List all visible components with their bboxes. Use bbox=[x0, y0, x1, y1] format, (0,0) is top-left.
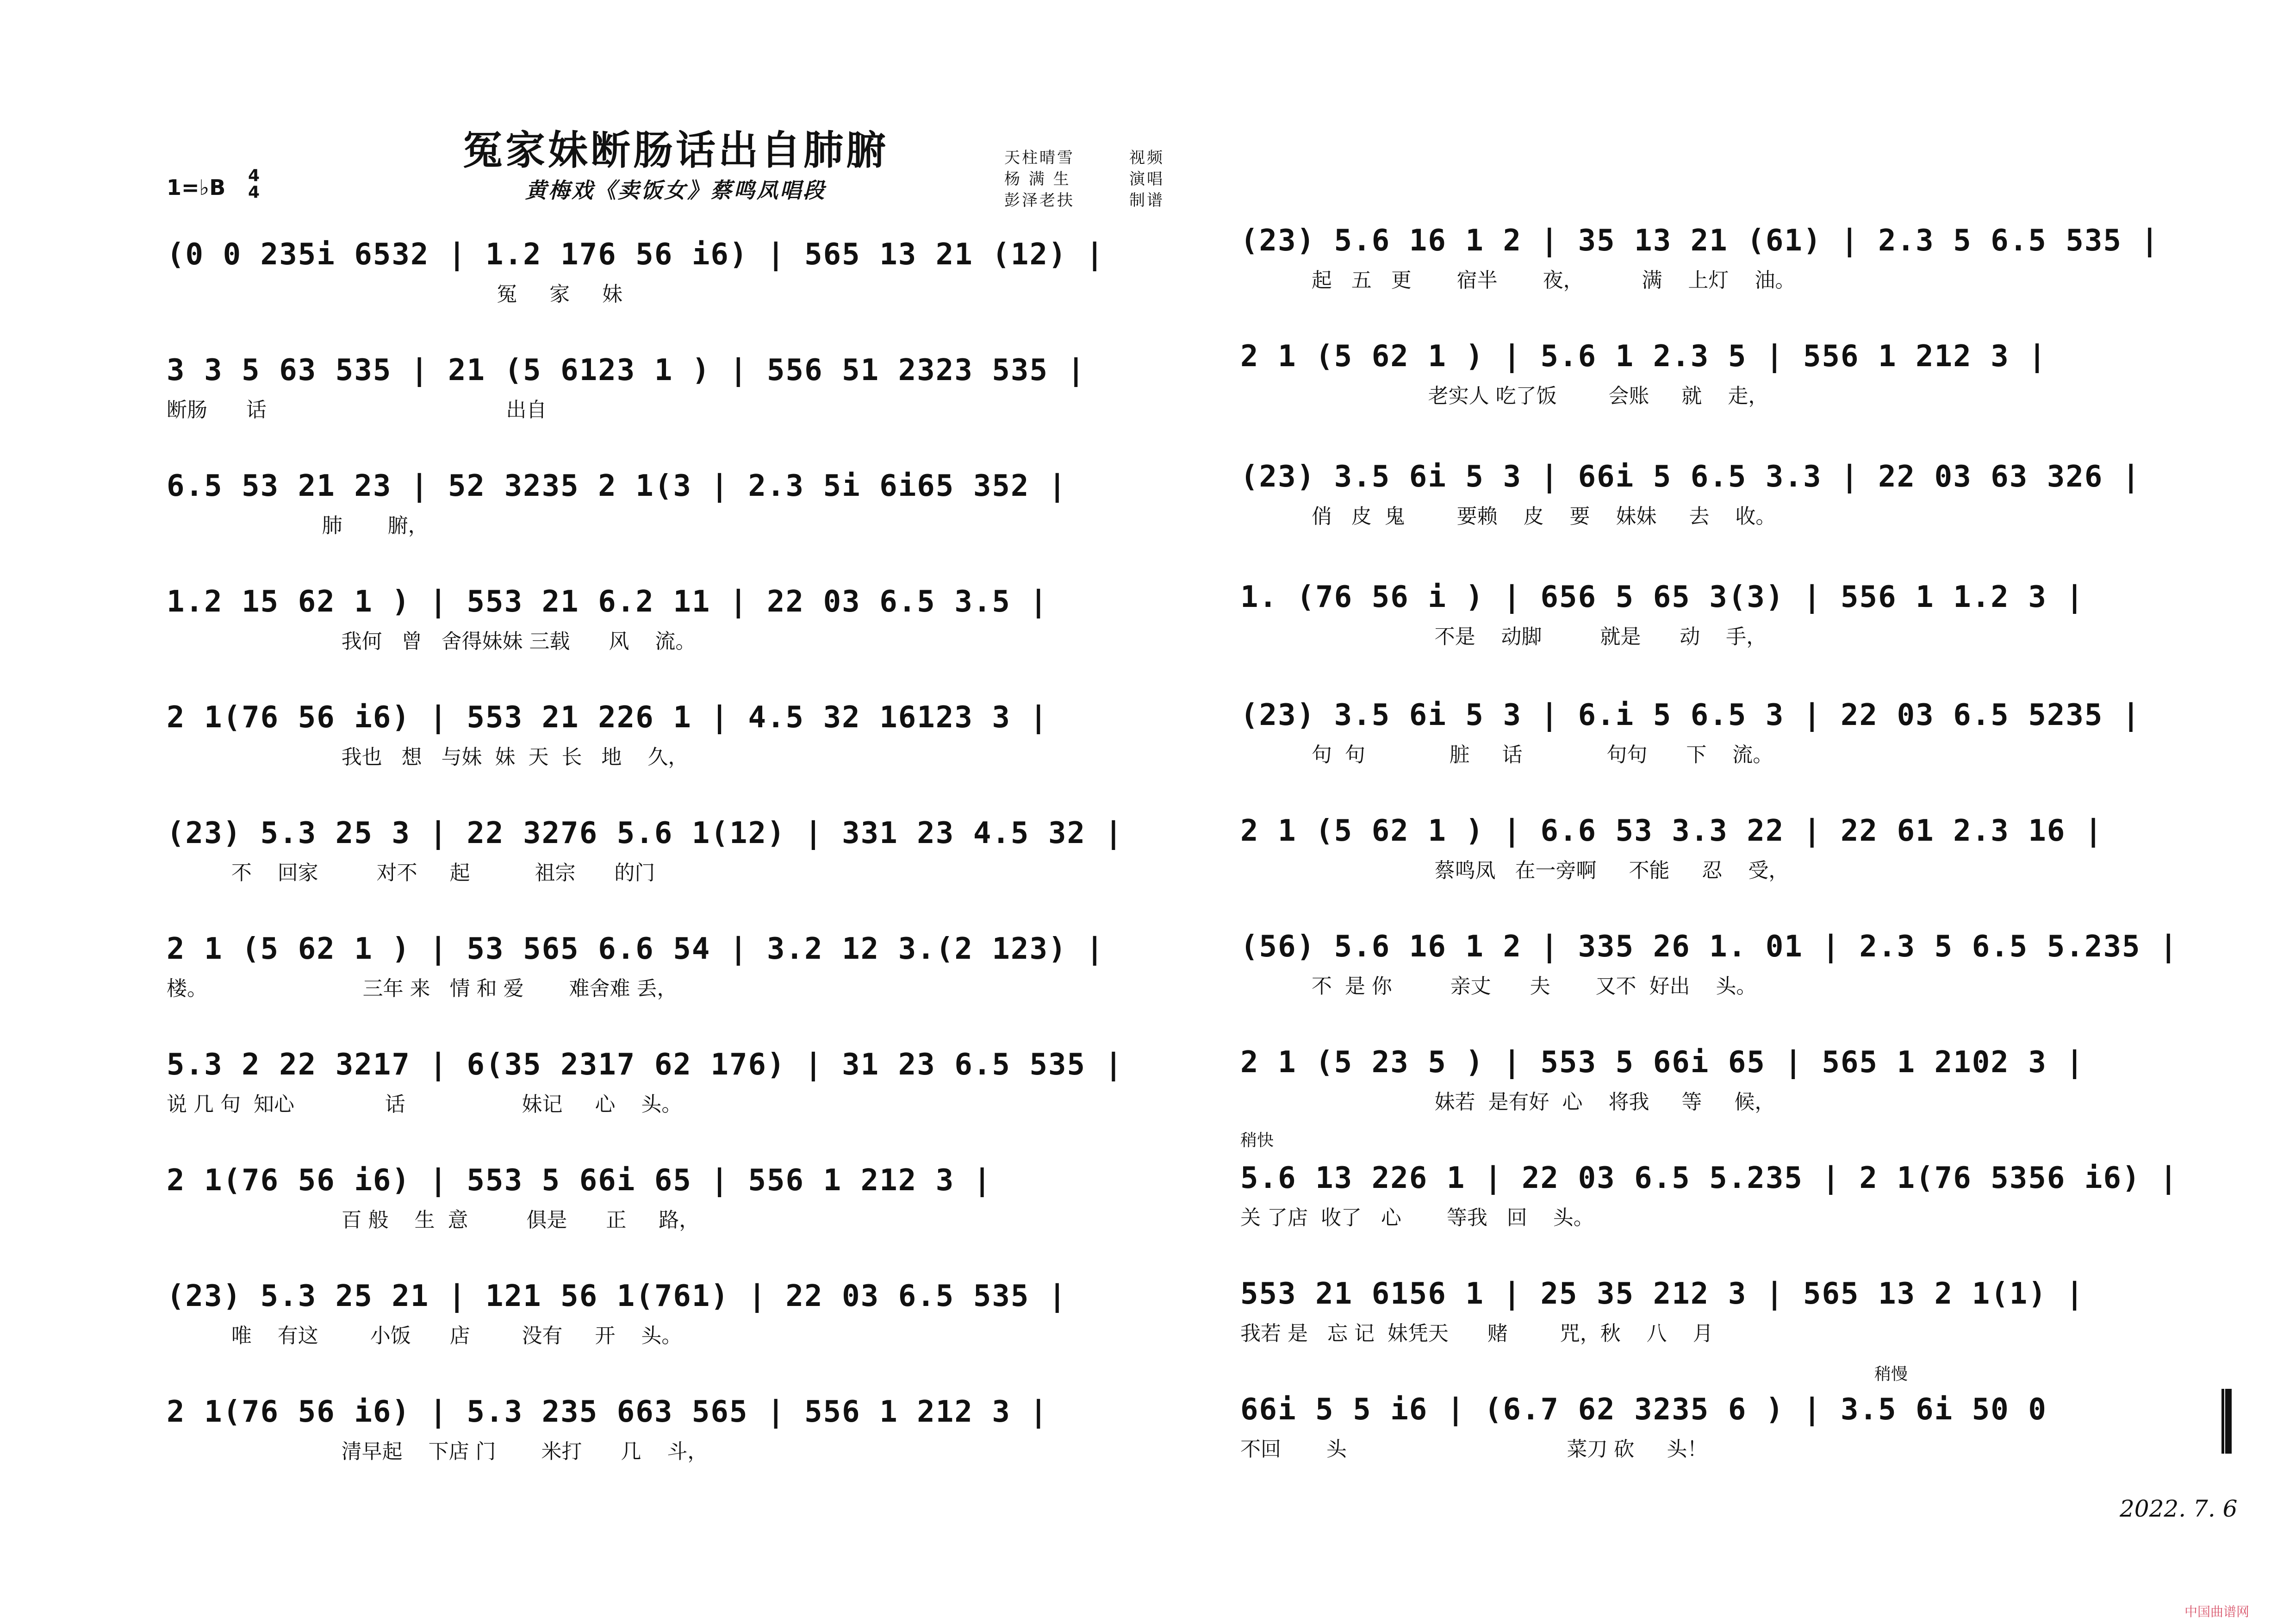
notation-line: 2 1(76 56 i6) | 5.3 235 663 565 | 556 1 212 3 | bbox=[167, 1395, 1048, 1429]
notation-line: 1.2 15 62 1 ) | 553 21 6.2 11 | 22 03 6.5 3.5 | bbox=[167, 585, 1048, 619]
lyrics-line: 不 回家 对不 起 祖宗 的门 bbox=[167, 861, 655, 885]
time-signature bbox=[248, 168, 260, 201]
score-title: 冤家妹断肠话出自肺腑 bbox=[463, 127, 889, 174]
staff-system bbox=[1240, 579, 2235, 671]
notation-line: 2 1 (5 62 1 ) | 5.6 1 2.3 5 | 556 1 212 3 | bbox=[1240, 339, 2047, 374]
staff-system bbox=[1240, 1160, 2235, 1252]
lyrics-line: 句 句 脏 话 句句 下 流。 bbox=[1240, 743, 1773, 767]
staff-system bbox=[167, 1046, 1152, 1139]
staff-system bbox=[167, 1162, 1152, 1255]
staff-system bbox=[167, 1278, 1152, 1370]
lyrics-line: 断肠 话 出自 bbox=[167, 398, 547, 422]
notation-line: (23) 5.3 25 21 | 121 56 1(761) | 22 03 6.5 535 | bbox=[167, 1279, 1067, 1313]
notation-line: 2 1(76 56 i6) | 553 21 226 1 | 4.5 32 16123 3 | bbox=[167, 700, 1048, 735]
staff-system bbox=[1240, 697, 2235, 789]
notation-line: (23) 5.6 16 1 2 | 35 13 21 (61) | 2.3 5 6.5 535 | bbox=[1240, 224, 2160, 258]
credit-role: 视频 bbox=[1129, 149, 1164, 167]
staff-system bbox=[1240, 1391, 2235, 1484]
key-signature: 1=♭B bbox=[167, 175, 226, 200]
credit-role: 制谱 bbox=[1129, 191, 1164, 210]
final-barline bbox=[2221, 1389, 2232, 1454]
credit-role: 演唱 bbox=[1129, 170, 1164, 188]
lyrics-line: 老实人 吃了饭 会账 就 走， bbox=[1240, 384, 1769, 408]
lyrics-line: 关 了店 收了 心 等我 回 头。 bbox=[1240, 1206, 1594, 1230]
lyrics-line: 我何 曾 舍得妹妹 三载 风 流。 bbox=[167, 630, 696, 653]
staff-system bbox=[1240, 458, 2235, 551]
notation-line: 553 21 6156 1 | 25 35 212 3 | 565 13 2 1(1) | bbox=[1240, 1277, 2084, 1311]
lyrics-line: 不是 动脚 就是 动 手， bbox=[1240, 625, 1767, 649]
lyrics-line: 我也 想 与妹 妹 天 长 地 久， bbox=[167, 745, 689, 769]
notation-line: 6.5 53 21 23 | 52 3235 2 1(3 | 2.3 5i 6i65 352 | bbox=[167, 469, 1067, 503]
lyrics-line: 我若 是 忘 记 妹凭天 赌 咒，秋 八 月 bbox=[1240, 1322, 1713, 1345]
notation-line: (23) 5.3 25 3 | 22 3276 5.6 1(12) | 331 23 4.5 32 | bbox=[167, 816, 1124, 850]
staff-system bbox=[167, 931, 1152, 1023]
notation-line: 66i 5 5 i6 | (6.7 62 3235 6 ) | 3.5 6i 50 0 bbox=[1240, 1393, 2047, 1427]
staff-system bbox=[167, 352, 1152, 444]
notation-line: 5.6 13 226 1 | 22 03 6.5 5.235 | 2 1(76 5356 i6) | bbox=[1240, 1161, 2178, 1195]
staff-system bbox=[167, 468, 1152, 560]
credit-row bbox=[1004, 169, 1164, 190]
lyrics-line: 百 般 生 意 俱是 正 路， bbox=[167, 1208, 700, 1232]
date-stamp: 2022. 7. 6 bbox=[2120, 1495, 2238, 1522]
notation-line: (0 0 235i 6532 | 1.2 176 56 i6) | 565 13 21 (12) | bbox=[167, 237, 1105, 272]
score-subtitle: 黄梅戏《卖饭女》蔡鸣凤唱段 bbox=[525, 178, 826, 203]
credit-name: 天柱晴雪 bbox=[1004, 149, 1075, 167]
time-signature-bottom: 4 bbox=[248, 183, 260, 202]
lyrics-line: 妹若 是有好 心 将我 等 候， bbox=[1240, 1090, 1775, 1114]
lyrics-line: 俏 皮 鬼 要赖 皮 要 妹妹 去 收。 bbox=[1240, 505, 1776, 528]
staff-system bbox=[167, 1393, 1152, 1486]
staff-system bbox=[1240, 928, 2235, 1021]
notation-line: (23) 3.5 6i 5 3 | 66i 5 6.5 3.3 | 22 03 63 326 | bbox=[1240, 460, 2141, 494]
lyrics-line: 蔡鸣凤 在一旁啊 不能 忍 受， bbox=[1240, 859, 1789, 882]
notation-line: 1. (76 56 i ) | 656 5 65 3(3) | 556 1 1.2 3 | bbox=[1240, 580, 2084, 614]
lyrics-line: 楼。 三年 来 情 和 爱 难舍难 丢， bbox=[167, 977, 678, 1000]
staff-system bbox=[1240, 222, 2235, 315]
notation-line: 2 1 (5 62 1 ) | 6.6 53 3.3 22 | 22 61 2.3 16 | bbox=[1240, 814, 2103, 848]
notation-line: 2 1 (5 23 5 ) | 553 5 66i 65 | 565 1 2102 3 | bbox=[1240, 1045, 2084, 1080]
lyrics-line: 说 几 句 知心 话 妹记 心 头。 bbox=[167, 1093, 682, 1116]
notation-line: (56) 5.6 16 1 2 | 335 26 1. 01 | 2.3 5 6.5 5.235 | bbox=[1240, 930, 2178, 964]
time-signature-top: 4 bbox=[248, 166, 260, 185]
notation-line: 2 1 (5 62 1 ) | 53 565 6.6 54 | 3.2 12 3.(2 123) | bbox=[167, 932, 1105, 966]
tempo-mark-slower: 稍慢 bbox=[1874, 1365, 1908, 1384]
lyrics-line: 不 是 你 亲丈 夫 又不 好出 头。 bbox=[1240, 974, 1757, 998]
credits bbox=[1004, 147, 1164, 211]
staff-system bbox=[1240, 812, 2235, 905]
staff-system bbox=[1240, 1275, 2235, 1368]
lyrics-line: 唯 有这 小饭 店 没有 开 头。 bbox=[167, 1324, 682, 1348]
credit-name: 杨 满 生 bbox=[1004, 170, 1071, 188]
staff-system bbox=[1240, 338, 2235, 431]
lyrics-line: 清早起 下店 门 米打 几 斗， bbox=[167, 1440, 708, 1463]
staff-system bbox=[167, 699, 1152, 792]
notation-line: 5.3 2 22 3217 | 6(35 2317 62 176) | 31 23 6.5 535 | bbox=[167, 1048, 1124, 1082]
credit-name: 彭泽老扶 bbox=[1004, 191, 1075, 210]
notation-line: 2 1(76 56 i6) | 553 5 66i 65 | 556 1 212 3 | bbox=[167, 1163, 992, 1198]
staff-system bbox=[167, 236, 1152, 329]
staff-system bbox=[167, 583, 1152, 676]
notation-line: 3 3 5 63 535 | 21 (5 6123 1 ) | 556 51 2323 535 | bbox=[167, 353, 1086, 387]
lyrics-line: 不回 头 菜刀 砍 头！ bbox=[1240, 1437, 1708, 1461]
credit-row bbox=[1004, 147, 1164, 169]
staff-system bbox=[167, 815, 1152, 907]
site-watermark: 中国曲谱网 bbox=[2184, 1604, 2250, 1619]
lyrics-line: 肺 腑， bbox=[167, 514, 429, 537]
tempo-mark-faster: 稍快 bbox=[1240, 1131, 1274, 1150]
lyrics-line: 起 五 更 宿半 夜， 满 上灯 油。 bbox=[1240, 269, 1796, 292]
credit-row bbox=[1004, 190, 1164, 211]
staff-system bbox=[1240, 1044, 2235, 1137]
notation-line: (23) 3.5 6i 5 3 | 6.i 5 6.5 3 | 22 03 6.5 5235 | bbox=[1240, 698, 2141, 732]
lyrics-line: 冤 家 妹 bbox=[167, 282, 623, 306]
